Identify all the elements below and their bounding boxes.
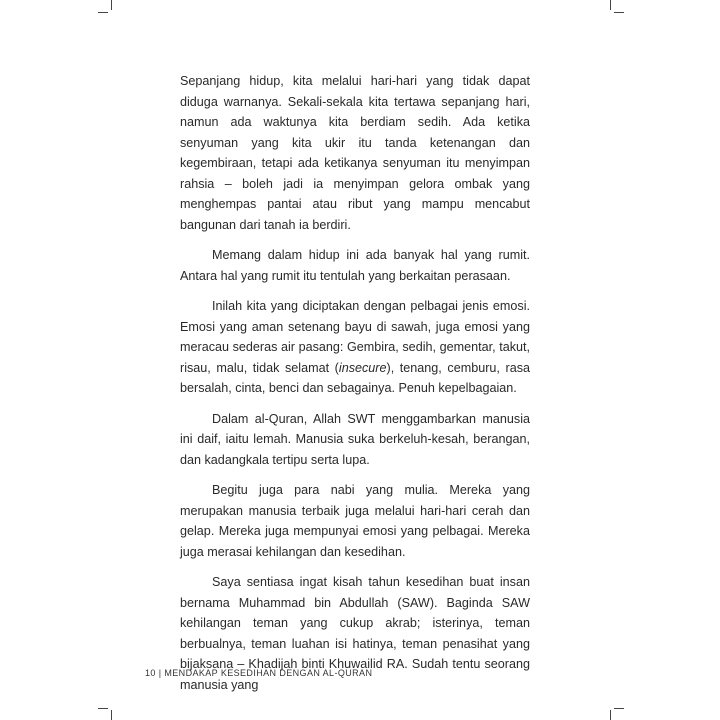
paragraph: [180, 480, 530, 562]
paragraph: [180, 409, 530, 471]
page-number: 10: [145, 668, 156, 678]
crop-mark-top-left: [111, 0, 112, 10]
paragraph-text: Saya sentiasa ingat kisah tahun kesedihan buat insan bernama Muhammad bin Abdullah (SAW). Baginda SAW kehilangan teman yang cukup akrab; isterinya, teman berbualnya, teman luahan isi hatinya, teman penasihat yang bijaksana – Khadijah binti Khuwailid RA. Sudah tentu seorang manusia yang: [180, 575, 530, 692]
paragraph-text: Memang dalam hidup ini ada banyak hal yang rumit. Antara hal yang rumit itu tentulah yang berkaitan perasaan.: [180, 248, 530, 283]
paragraph-text: Begitu juga para nabi yang mulia. Mereka yang merupakan manusia terbaik juga melalui hari-hari cerah dan gelap. Mereka juga mempunyai emosi yang pelbagai. Mereka juga merasai kehilangan dan kesedihan.: [180, 483, 530, 559]
paragraph: [180, 245, 530, 286]
footer-separator: |: [158, 668, 162, 678]
paragraph-text: Dalam al-Quran, Allah SWT menggambarkan manusia ini daif, iaitu lemah. Manusia suka berkeluh-kesah, berangan, dan kadangkala tertipu serta lupa.: [180, 411, 530, 467]
paragraph-text: ), tenang, cemburu, rasa bersalah, cinta, benci dan sebagainya. Penuh kepelbagaian.: [180, 360, 531, 395]
italic-term: insecure: [338, 360, 387, 375]
body-text: [180, 71, 530, 695]
crop-mark-top-left-h: [98, 12, 108, 13]
crop-mark-bottom-right-h: [614, 708, 624, 709]
paragraph-text: Inilah kita yang diciptakan dengan pelbagai jenis emosi. Emosi yang aman setenang bayu di sawah, juga emosi yang meracau sederas air pasang: Gembira, sedih, gementar, takut, risau, malu, tidak selamat (: [180, 299, 530, 375]
crop-mark-bottom-left-h: [98, 708, 108, 709]
running-footer: [145, 668, 372, 678]
crop-mark-top-right: [610, 0, 611, 10]
crop-mark-top-right-h: [614, 12, 624, 13]
paragraph: [180, 296, 530, 399]
paragraph-text: Sepanjang hidup, kita melalui hari-hari yang tidak dapat diduga warnanya. Sekali-sekala kita tertawa sepanjang hari, namun ada waktunya kita berdiam sedih. Ada ketika senyuman yang kita ukir itu tanda ketenangan dan kegembiraan, tetapi ada ketikanya senyuman itu menyimpan rahsia – boleh jadi ia menyimpan gelora ombak yang menghempas pantai atau ribut yang mampu mencabut bangunan dari tanah ia berdiri.: [180, 74, 530, 232]
book-title: MENDAKAP KESEDIHAN DENGAN AL-QURAN: [164, 668, 373, 678]
paragraph: [180, 71, 530, 235]
crop-mark-bottom-left: [111, 710, 112, 720]
crop-mark-bottom-right: [610, 710, 611, 720]
